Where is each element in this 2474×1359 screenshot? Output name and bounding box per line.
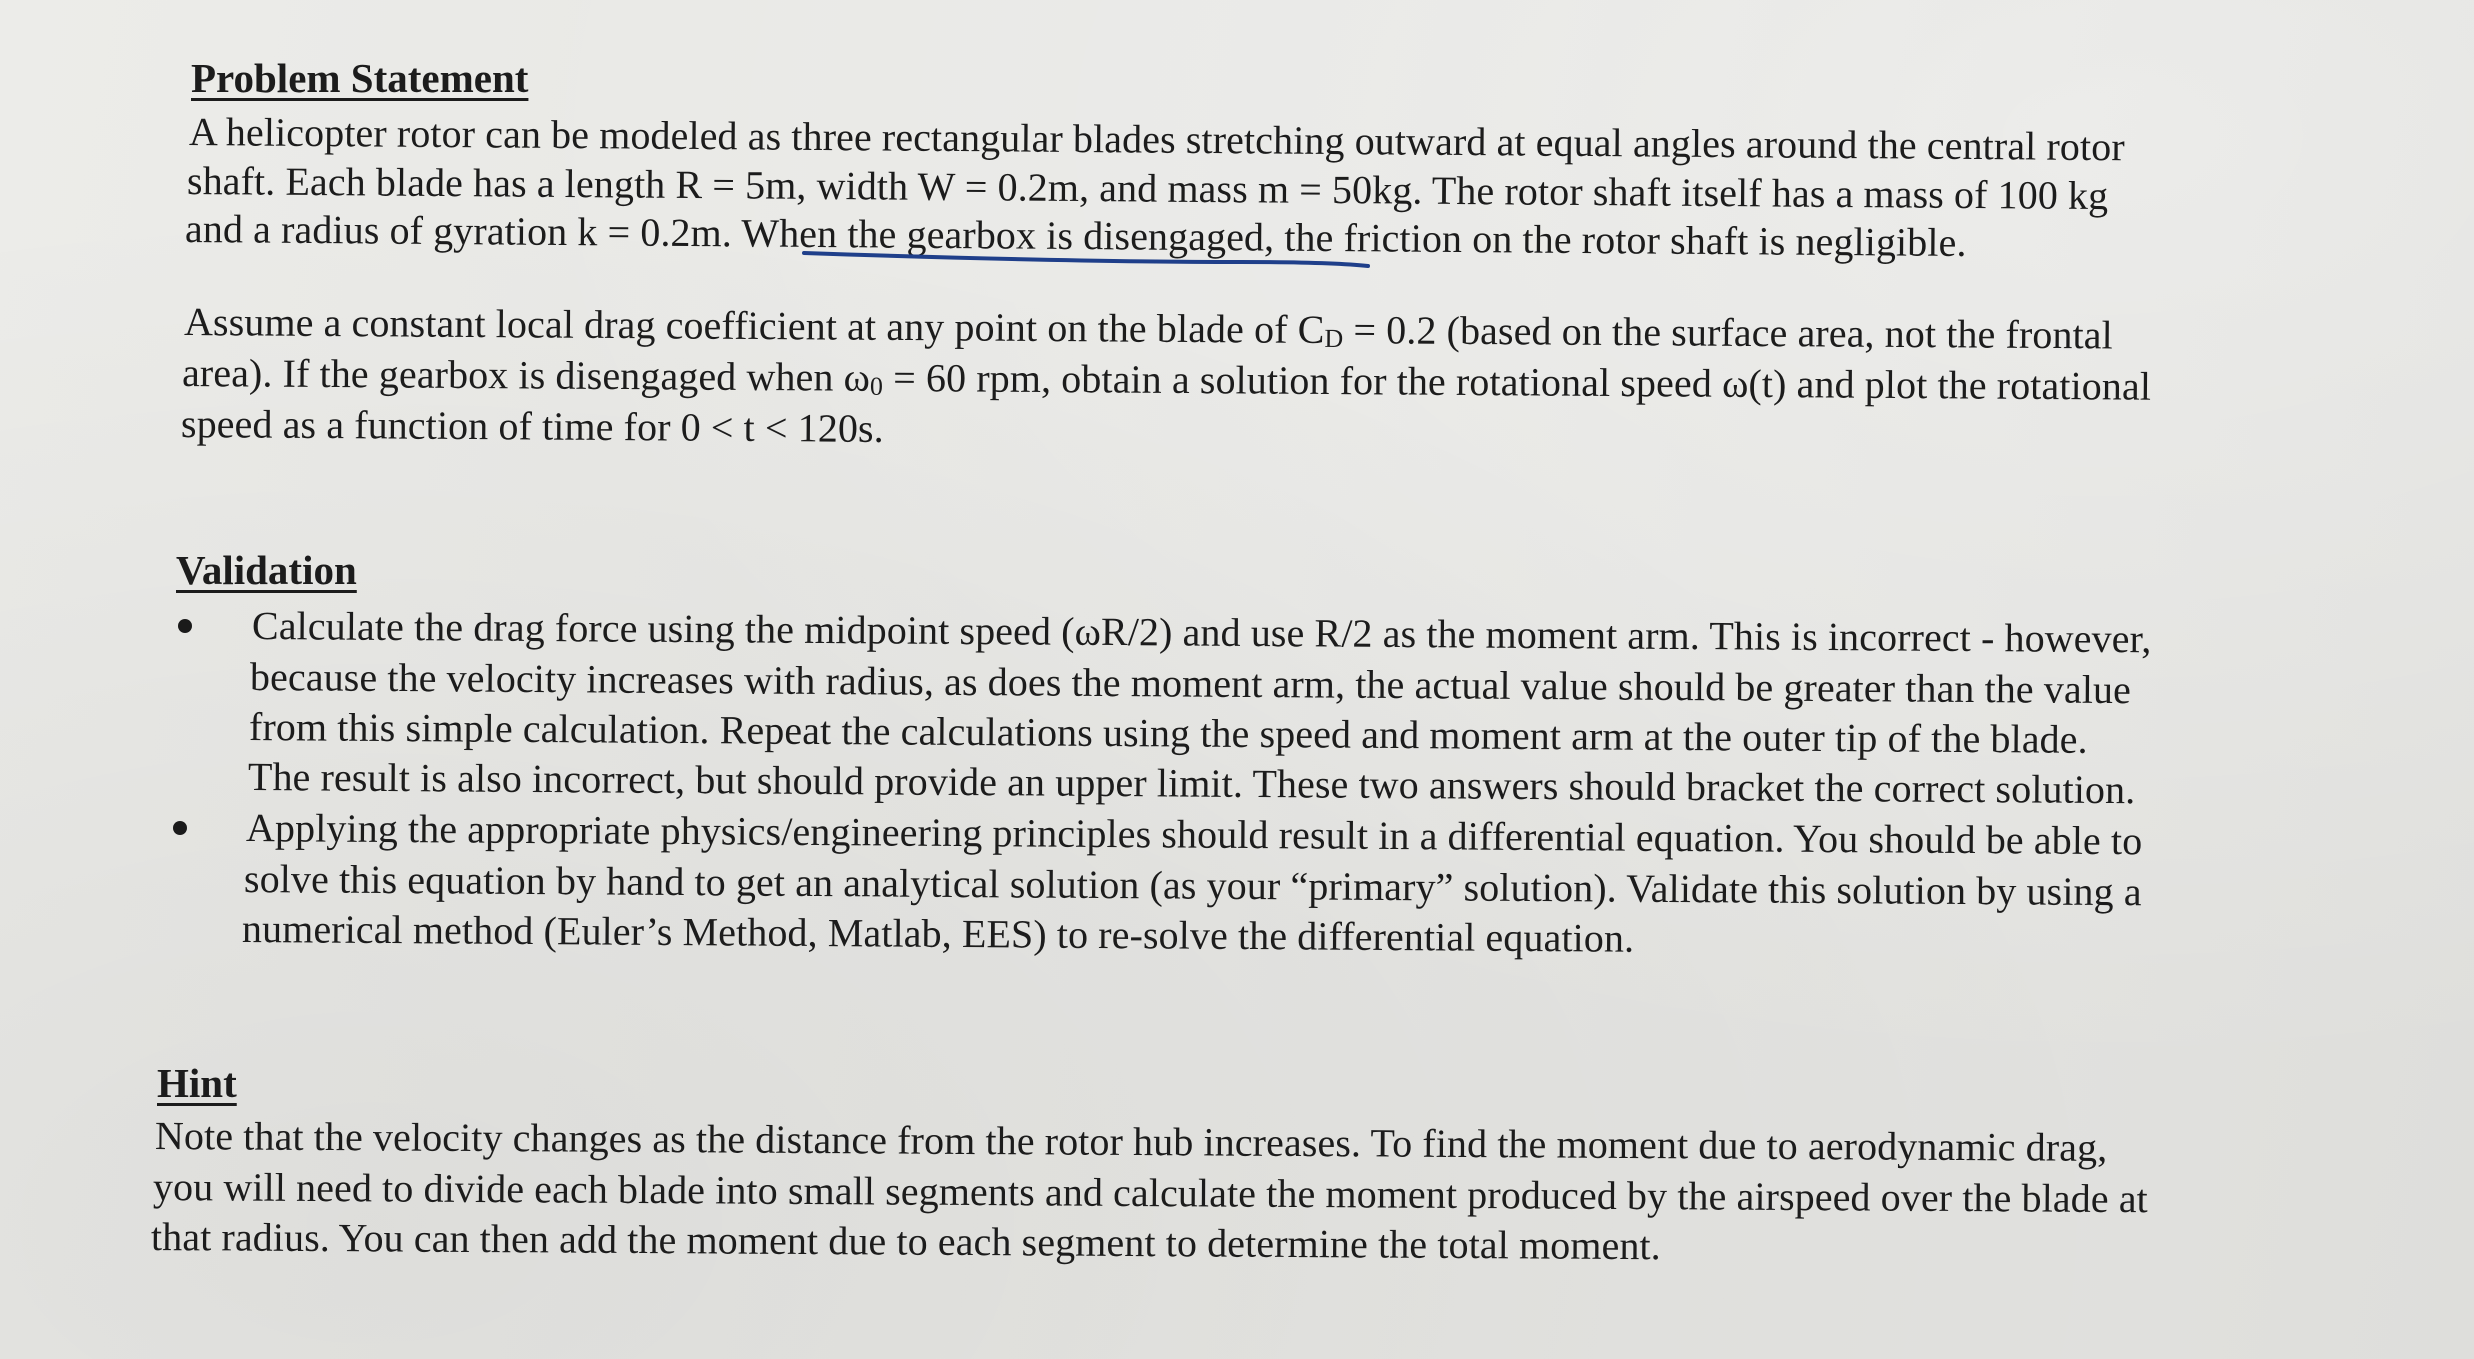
initial-speed-text: area). If the gearbox is disengaged when ω [181,350,871,400]
initial-speed-rest: = 60 rpm, obtain a solution for the rotational speed ω(t) and plot the rotational [883,354,2152,409]
validation-bullet1-line-4: The result is also incorrect, but should provide an upper limit. These two answers should bracket the correct solution. [247,754,2136,813]
bullet-2-dot [173,821,187,835]
problem-line-3: and a radius of gyration k = 0.2m. When the gearbox is disengaged, the friction on the rotor shaft is negligible. [184,206,1967,265]
validation-bullet2-line-3: numerical method (Euler’s Method, Matlab, EES) to re-solve the differential equation. [241,906,1635,961]
validation-bullet1-line-3: from this simple calculation. Repeat the calculations using the speed and moment arm at the outer tip of the blade. [248,704,2088,762]
initial-speed-subscript: 0 [869,371,884,401]
validation-heading: Validation [176,547,357,593]
drag-coefficient-subscript: D [1324,323,1344,353]
drag-coefficient-text: Assume a constant local drag coefficient at any point on the blade of C [183,299,1325,352]
validation-bullet2-line-2: solve this equation by hand to get an analytical solution (as your “primary” solution). Validate this solution by using a [243,856,2142,915]
hint-line-3: that radius. You can then add the moment due to each segment to determine the total moment. [150,1214,1661,1269]
problem-line-2: shaft. Each blade has a length R = 5m, width W = 0.2m, and mass m = 50kg. The rotor shaft itself has a mass of 100 kg [186,158,2109,219]
hint-line-2: you will need to divide each blade into small segments and calculate the moment produced by the airspeed over the blade at [152,1164,2148,1222]
validation-bullet2-line-1: Applying the appropriate physics/engineering principles should result in a differential equation. You should be able to [245,805,2143,864]
bullet-1-dot [178,619,192,633]
validation-bullet1-line-1: Calculate the drag force using the midpoint speed (ωR/2) and use R/2 as the moment arm. This is incorrect - however, [251,603,2152,662]
validation-bullet1-line-2: because the velocity increases with radius, as does the moment arm, the actual value should be greater than the value [249,654,2132,713]
problem-statement-heading: Problem Statement [191,55,529,101]
problem-paragraph2-line-3: speed as a function of time for 0 < t < 120s. [180,401,884,451]
problem-line-1: A helicopter rotor can be modeled as three rectangular blades stretching outward at equal angles around the central rotor [188,109,2125,170]
hint-line-1: Note that the velocity changes as the distance from the rotor hub increases. To find the moment due to aerodynamic drag, [154,1113,2108,1170]
drag-coefficient-rest: = 0.2 (based on the surface area, not the frontal [1343,307,2113,358]
hint-heading: Hint [157,1060,237,1106]
